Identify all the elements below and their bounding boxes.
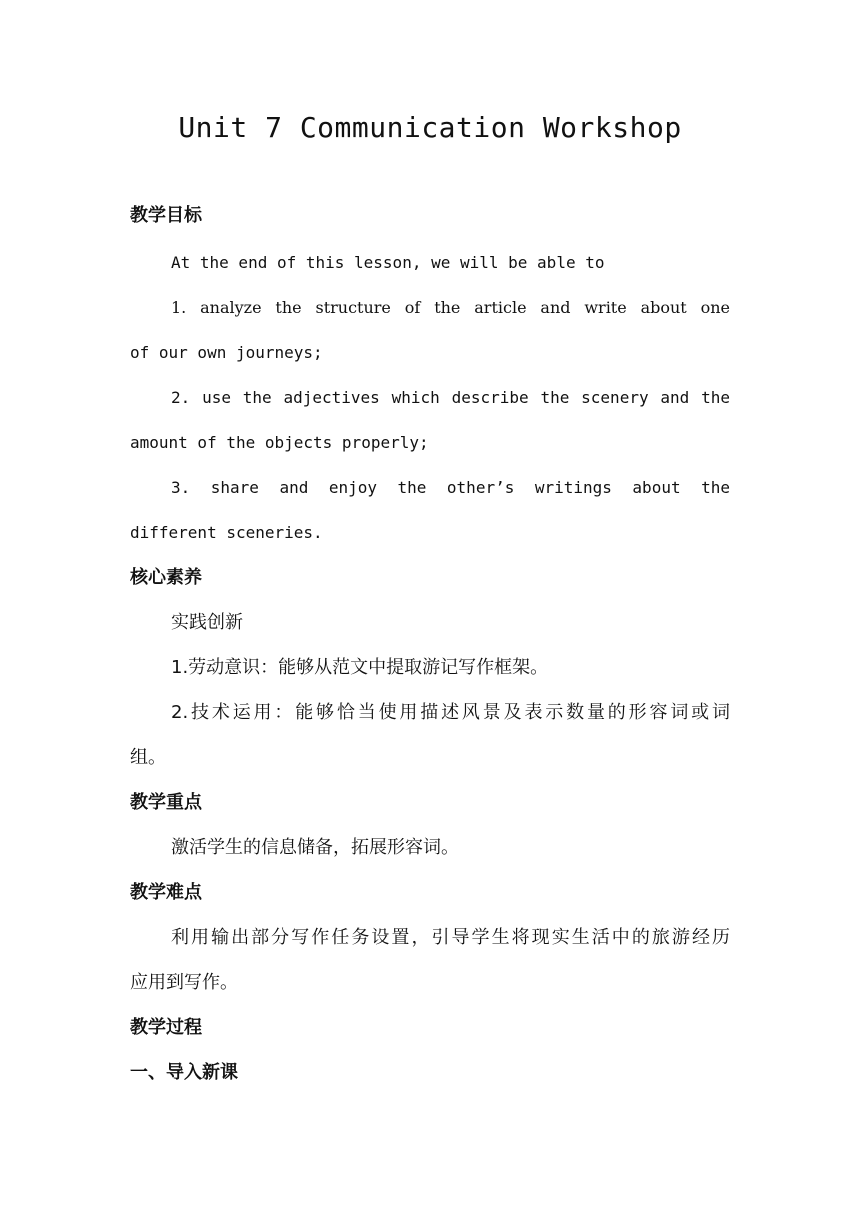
objectives-heading: 教学目标 — [130, 205, 202, 226]
objective-item-1-line-2: of our own journeys; — [130, 343, 323, 362]
key-points-text: 激活学生的信息储备，拓展形容词。 — [171, 837, 459, 858]
difficulties-heading: 教学难点 — [130, 882, 202, 903]
document-title: Unit 7 Communication Workshop — [178, 111, 682, 144]
key-points-heading: 教学重点 — [130, 792, 202, 813]
process-step-1: 一、导入新课 — [130, 1062, 238, 1083]
objective-item-2-line-2: amount of the objects properly; — [130, 433, 429, 452]
literacy-subheading: 实践创新 — [171, 612, 243, 633]
objective-item-3-line-1: 3. share and enjoy the other’s writings about the — [171, 478, 730, 497]
objectives-intro: At the end of this lesson, we will be able to — [171, 253, 605, 272]
literacy-item-1: 1.劳动意识：能够从范文中提取游记写作框架。 — [171, 657, 549, 678]
process-heading: 教学过程 — [130, 1017, 202, 1038]
literacy-item-2-line-2: 组。 — [130, 747, 166, 768]
objective-item-3-line-2: different sceneries. — [130, 523, 323, 542]
objective-item-1-line-1: 1. analyze the structure of the article and write about one — [171, 298, 730, 317]
literacy-heading: 核心素养 — [130, 567, 202, 588]
literacy-item-2-line-1: 2.技术运用：能够恰当使用描述风景及表示数量的形容词或词 — [171, 702, 730, 723]
difficulties-text-line-2: 应用到写作。 — [130, 972, 238, 993]
difficulties-text-line-1: 利用输出部分写作任务设置，引导学生将现实生活中的旅游经历 — [171, 927, 730, 948]
objective-item-2-line-1: 2. use the adjectives which describe the scenery and the — [171, 388, 730, 407]
